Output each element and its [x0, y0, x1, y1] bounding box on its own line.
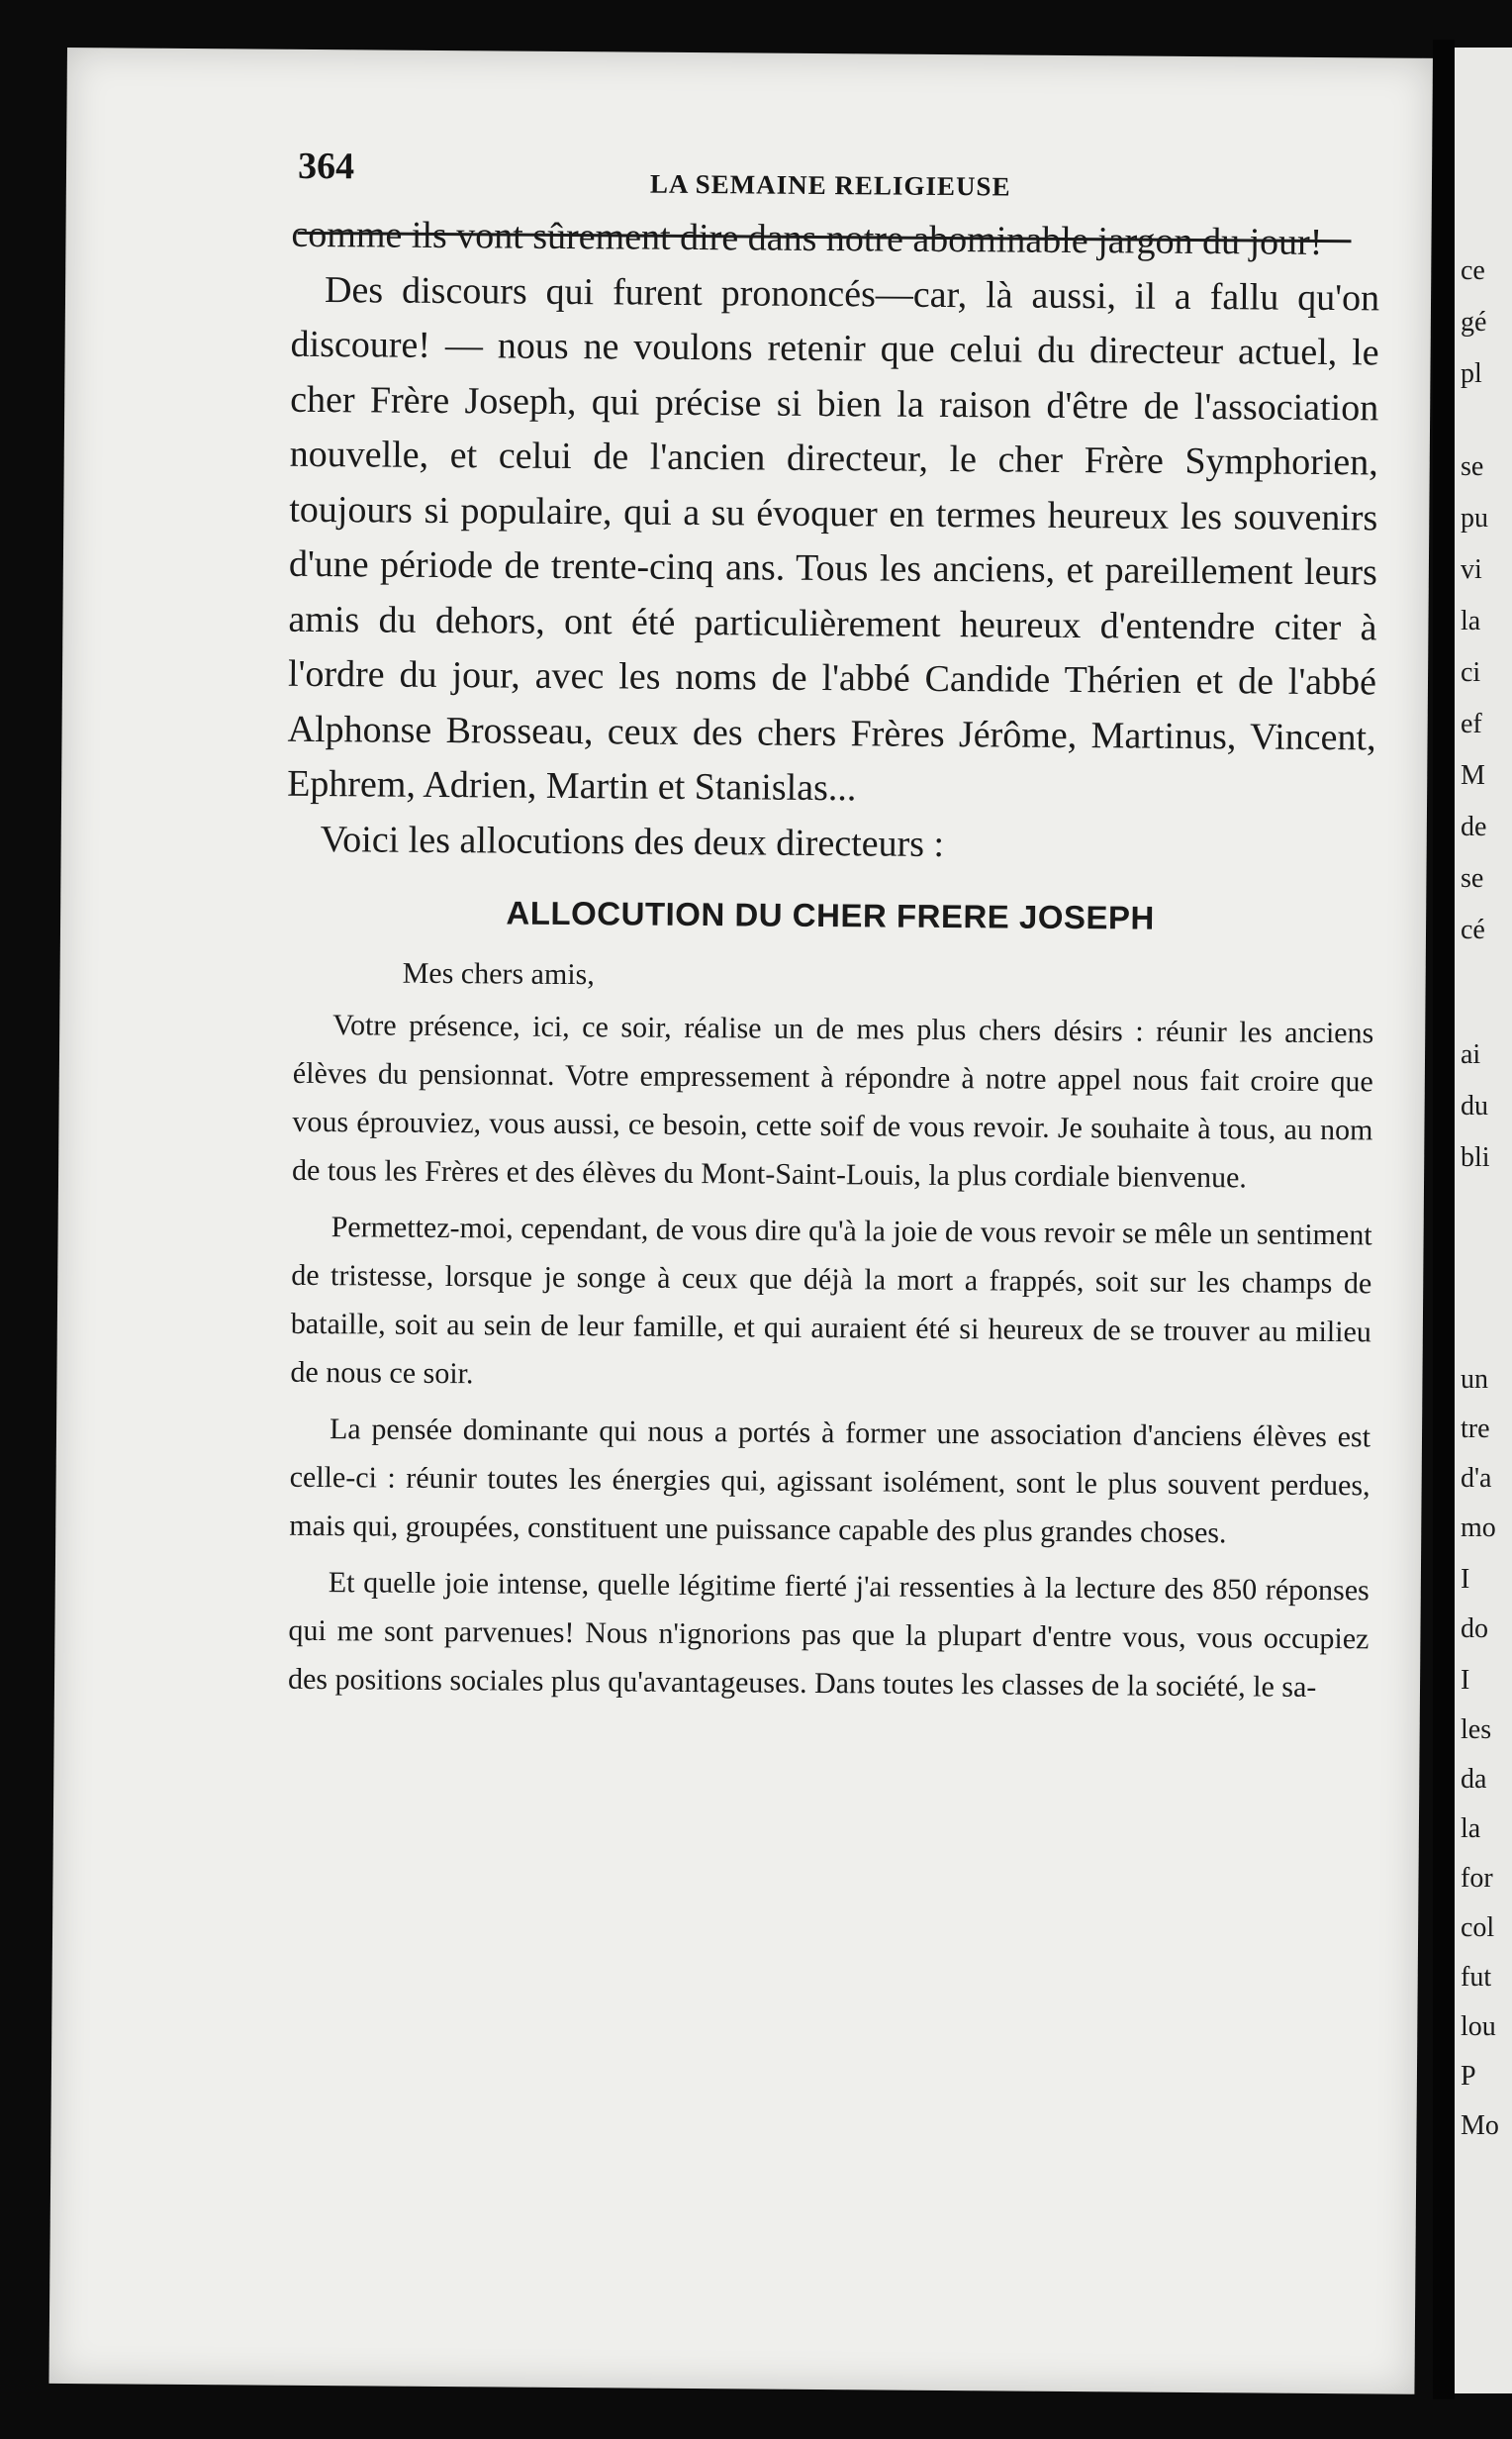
paragraph: Et quelle joie intense, quelle légitime fierté j'ai ressenties à la lecture des 850 réponses qui me sont parvenues! Nous n'ignorions pas que la plupart d'entre vous, vous occupiez des positions sociales plus qu'avantageuses. Dans toutes les classes de la société, le sa-	[287, 1566, 1370, 1704]
fragment: pl	[1461, 358, 1482, 389]
fragment: mo	[1461, 1512, 1496, 1543]
salutation: Mes chers amis,	[402, 956, 595, 992]
fragment: pu	[1461, 503, 1488, 534]
fragment: I	[1461, 1665, 1470, 1696]
fragment: ef	[1461, 709, 1482, 739]
fragment: for	[1461, 1863, 1493, 1894]
paragraph: Permettez-moi, cependant, de vous dire qu'à la joie de vous revoir se mêle un sentiment de tristesse, lorsque je songe à ceux que déjà la mort a frappés, soit sur les champs de bataille, soit au sein de leur famille, et qui auraient été si heureux de se trouver au milieu de nous ce soir.	[290, 1211, 1372, 1391]
fragment: la	[1461, 606, 1481, 636]
fragment: se	[1461, 863, 1484, 894]
paragraph: comme ils vont sûrement dire dans notre abominable jargon du jour!	[291, 213, 1323, 263]
paragraph: Voici les allocutions des deux directeurs :	[320, 818, 945, 865]
adjacent-page-edge	[1455, 48, 1512, 2393]
fragment: ce	[1461, 255, 1485, 286]
fragment: d'a	[1461, 1463, 1492, 1494]
fragment: un	[1461, 1364, 1488, 1395]
lead-text	[287, 208, 1380, 876]
section-title: ALLOCUTION DU CHER FRERE JOSEPH	[506, 894, 1155, 936]
fragment: les	[1461, 1714, 1492, 1745]
fragment: cé	[1461, 915, 1485, 945]
page-header	[298, 145, 1416, 213]
document-page	[48, 48, 1432, 2394]
fragment: bli	[1461, 1142, 1490, 1173]
fragment: tre	[1461, 1414, 1490, 1444]
page-gutter	[1433, 40, 1455, 2399]
fragment: gé	[1461, 307, 1487, 338]
fragment: P	[1461, 2061, 1476, 2092]
page-number: 364	[297, 145, 355, 188]
fragment: da	[1461, 1764, 1487, 1795]
fragment: fut	[1461, 1962, 1492, 1993]
fragment: ai	[1461, 1039, 1481, 1070]
running-head: LA SEMAINE RELIGIEUSE	[649, 168, 1011, 202]
fragment: de	[1461, 812, 1487, 842]
fragment: du	[1461, 1091, 1488, 1122]
fragment: lou	[1461, 2011, 1496, 2042]
fragment: la	[1461, 1813, 1481, 1844]
paragraph: La pensée dominante qui nous a portés à former une association d'anciens élèves est celle-ci : réunir toutes les énergies qui, agissant isolément, sont le plus souvent perdues, mais qui, groupées, constituent une puissance capable des plus grandes choses.	[289, 1413, 1371, 1550]
fragment: M	[1461, 760, 1485, 791]
paragraph: Votre présence, ici, ce soir, réalise un de mes plus chers désirs : réunir les anciens élèves du pensionnat. Votre empressement à répondre à notre appel nous fait croire que vous éprouviez, vous aussi, ce besoin, cette soif de vous revoir. Je souhaite à tous, au nom de tous les Frères et des élèves du Mont-Saint-Louis, la plus cordiale bienvenue.	[291, 1009, 1374, 1195]
fragment: col	[1461, 1912, 1495, 1943]
fragment: ci	[1461, 657, 1481, 688]
fragment: se	[1461, 451, 1484, 482]
page-body	[280, 208, 1380, 1720]
speech-text	[280, 948, 1374, 1712]
paragraph: Des discours qui furent prononcés—car, là aussi, il a fallu qu'on discoure! — nous ne voulons retenir que celui du directeur actuel, le cher Frère Joseph, qui précise si bien la raison d'être de l'association nouvelle, et celui de l'ancien directeur, le cher Frère Symphorien, toujours si populaire, qui a su évoquer en termes heureux les souvenirs d'une période de trente-cinq ans. Tous les anciens, et pareillement leurs amis du dehors, ont été particulièrement heureux d'entendre citer à l'ordre du jour, avec les noms de l'abbé Candide Thérien et de l'abbé Alphonse Brosseau, ceux des chers Frères Jérôme, Martinus, Vincent, Ephrem, Adrien, Martin et Stanislas...	[287, 268, 1380, 810]
fragment: vi	[1461, 554, 1482, 585]
fragment: I	[1461, 1564, 1470, 1595]
fragment: do	[1461, 1613, 1488, 1644]
fragment: Mo	[1461, 2110, 1499, 2141]
